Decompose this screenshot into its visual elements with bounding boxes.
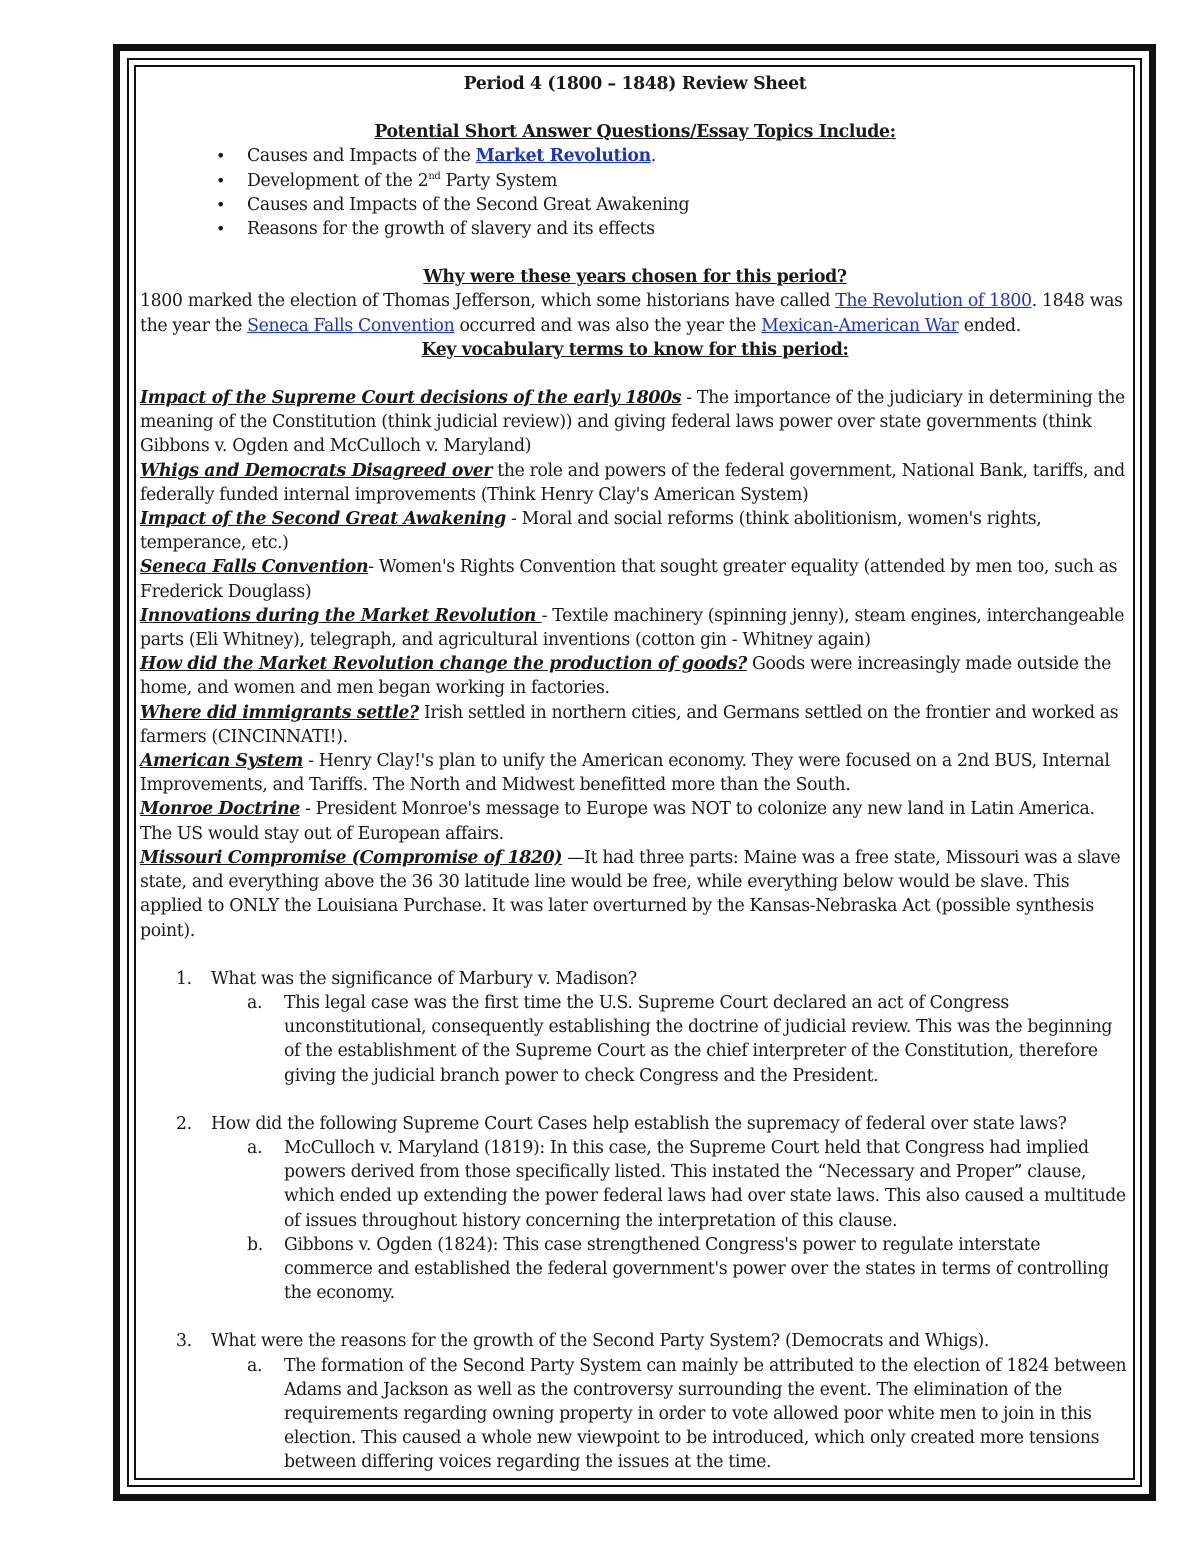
- list-item: • Causes and Impacts of the Second Great Awakening: [140, 193, 1130, 217]
- vocab-term: Whigs and Democrats Disagreed over: [140, 460, 493, 481]
- bullet-icon: •: [216, 219, 226, 239]
- vocab-item: Monroe Doctrine - President Monroe's message to Europe was NOT to colonize any new land in Latin America. The US would stay out of European affairs.: [140, 799, 1095, 844]
- vocab-item: American System - Henry Clay!'s plan to unify the American economy. They were focused on a 2nd BUS, Internal Improvements, and Tariffs. The North and Midwest benefitted more than the South.: [140, 751, 1110, 796]
- vocab-item: Impact of the Supreme Court decisions of the early 1800s - The importance of the judiciary in determining the meaning of the Constitution (think judicial review)) and giving federal laws power over state governments (think Gibbons v. Ogden and McCulloch v. Maryland): [140, 388, 1125, 457]
- answer: a. This legal case was the first time the U.S. Supreme Court declared an act of Congress unconstitutional, consequently establishing the doctrine of judicial review. This was the beginning of the establishment of the Supreme Court as the chief interpreter of the Constitution, therefore giving the judicial branch power to check Congress and the President.: [247, 992, 1113, 1086]
- vocab-item: Where did immigrants settle? Irish settled in northern cities, and Germans settled on the frontier and worked as farmers (CINCINNATI!).: [140, 702, 1119, 747]
- topics-heading: Potential Short Answer Questions/Essay Topics Include:: [374, 122, 896, 143]
- why-heading: Why were these years chosen for this period?: [423, 267, 847, 288]
- bullet-icon: •: [216, 146, 226, 166]
- revolution-1800-link[interactable]: The Revolution of 1800: [835, 291, 1032, 312]
- vocab-term: American System: [140, 751, 303, 772]
- vocab-term: Where did immigrants settle?: [140, 702, 419, 723]
- vocab-term: Missouri Compromise (Compromise of 1820): [140, 847, 563, 868]
- list-item: • Causes and Impacts of the Market Revolution.: [140, 144, 1130, 168]
- vocab-item: Missouri Compromise (Compromise of 1820) —It had three parts: Maine was a free state, Missouri was a slave state, and everything above the 36 30 latitude line would be free, while everything below would be slave. This applied to ONLY the Louisiana Purchase. It was later overturned by the Kansas-Nebraska Act (possible synthesis point).: [140, 847, 1121, 941]
- vocab-term: Monroe Doctrine: [140, 799, 300, 820]
- vocab-item: Innovations during the Market Revolution - Textile machinery (spinning jenny), steam engines, interchangeable parts (Eli Whitney), telegraph, and agricultural inventions (cotton gin - Whitney again): [140, 605, 1125, 651]
- seneca-falls-link[interactable]: Seneca Falls Convention: [247, 315, 455, 336]
- vocab-term: Impact of the Second Great Awakening: [140, 509, 506, 530]
- vocab-list: [140, 386, 1130, 943]
- question: 3. What were the reasons for the growth of the Second Party System? (Democrats and Whigs).: [176, 1331, 990, 1352]
- answer: a. The formation of the Second Party System can mainly be attributed to the election of 1824 between Adams and Jackson as well as the controversy surrounding the event. The elimination of the requirements regarding owning property in order to vote allowed poor white men to join in this election. This caused a whole new viewpoint to be introduced, which only created more tensions between differing voices regarding the issues at the time.: [247, 1355, 1127, 1473]
- bullet-icon: •: [216, 194, 226, 214]
- vocab-term: How did the Market Revolution change the production of goods?: [140, 654, 747, 675]
- answer: b. Gibbons v. Ogden (1824): This case strengthened Congress's power to regulate interstate commerce and established the federal government's power over the states in terms of controlling the economy.: [247, 1234, 1109, 1304]
- answer: a. McCulloch v. Maryland (1819): In this case, the Supreme Court held that Congress had implied powers derived from those specifically listed. This instated the “Necessary and Proper” clause, which ended up extending the power federal laws had over state laws. This also caused a multitude of issues throughout history concerning the interpretation of this clause.: [247, 1137, 1126, 1231]
- mexican-american-war-link[interactable]: Mexican-American War: [761, 315, 959, 336]
- vocab-item: Impact of the Second Great Awakening - Moral and social reforms (think abolitionism, women's rights, temperance, etc.): [140, 509, 1042, 554]
- vocab-item: Whigs and Democrats Disagreed over the role and powers of the federal government, National Bank, tariffs, and federally funded internal improvements (Think Henry Clay's American System): [140, 460, 1125, 505]
- vocab-item: How did the Market Revolution change the production of goods? Goods were increasingly made outside the home, and women and men began working in factories.: [140, 654, 1112, 699]
- question: 1. What was the significance of Marbury v. Madison?: [176, 968, 637, 989]
- market-revolution-link[interactable]: Market Revolution: [475, 146, 651, 167]
- document-body: [140, 70, 1130, 1475]
- vocab-term: Seneca Falls Convention: [140, 557, 369, 578]
- vocab-term: Innovations during the Market Revolution: [140, 605, 542, 626]
- list-item: • Development of the 2nd Party System: [140, 169, 1130, 193]
- page-title: Period 4 (1800 – 1848) Review Sheet: [463, 74, 807, 94]
- question: 2. How did the following Supreme Court Cases help establish the supremacy of federal over state laws?: [176, 1113, 1067, 1134]
- vocab-item: Seneca Falls Convention- Women's Rights Convention that sought greater equality (attended by men too, such as Frederick Douglass): [140, 557, 1118, 602]
- topics-list: [140, 144, 1130, 241]
- vocab-heading: Key vocabulary terms to know for this period:: [421, 339, 849, 360]
- bullet-icon: •: [216, 170, 226, 190]
- vocab-term: Impact of the Supreme Court decisions of the early 1800s: [140, 388, 682, 409]
- list-item: • Reasons for the growth of slavery and its effects: [140, 217, 1130, 241]
- questions-list: [140, 967, 1130, 1475]
- why-paragraph: 1800 marked the election of Thomas Jefferson, which some historians have called The Revolution of 1800. 1848 was the year the Seneca Falls Convention occurred and was also the year the Mexican-American War ended.: [140, 291, 1123, 336]
